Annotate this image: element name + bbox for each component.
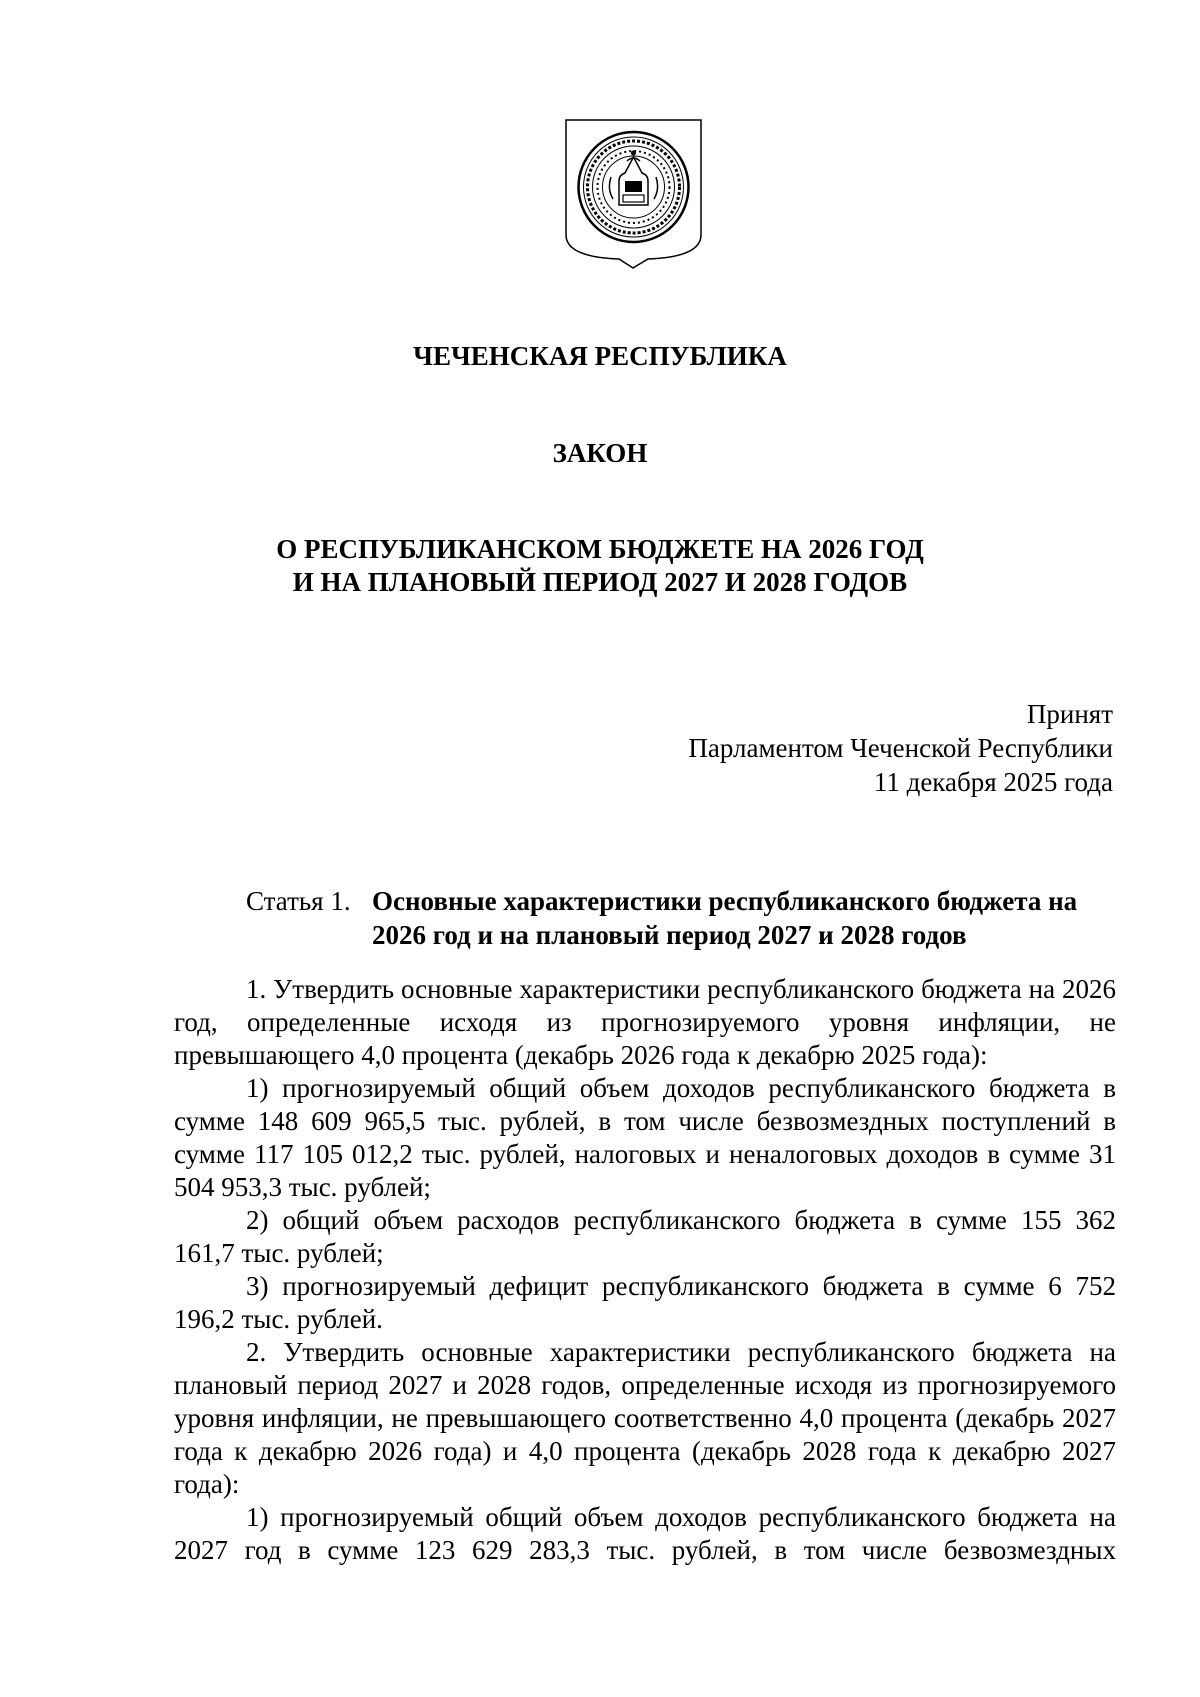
paragraph: 3) прогнозируемый дефицит республиканского бюджета в сумме 6 752 196,2 тыс. рублей.: [174, 1271, 1116, 1334]
paragraph: 1. Утвердить основные характеристики республиканского бюджета на 2026 год, определенные исходя из прогнозируемого уровня инфляции, не превышающего 4,0 процента (декабрь 2026 года к декабрю 2025 года):: [174, 974, 1116, 1070]
paragraph: 1) прогнозируемый общий объем доходов республиканского бюджета в сумме 148 609 965,5 тыс. рублей, в том числе безвозмездных поступлений в сумме 117 105 012,2 тыс. рублей, налоговых и неналоговых доходов в сумме 31 504 953,3 тыс. рублей;: [174, 1073, 1116, 1202]
law-title-line-2: И НА ПЛАНОВЫЙ ПЕРИОД 2027 И 2028 ГОДОВ: [292, 567, 908, 597]
paragraph: 2) общий объем расходов республиканского бюджета в сумме 155 362 161,7 тыс. рублей;: [174, 1205, 1116, 1268]
article-body: [174, 973, 1116, 1567]
adopted-line-1: Принят: [1026, 699, 1113, 729]
republic-heading: ЧЕЧЕНСКАЯ РЕСПУБЛИКА: [413, 341, 787, 371]
paragraph: 1) прогнозируемый общий объем доходов республиканского бюджета на 2027 год в сумме 123 629 283,3 тыс. рублей, в том числе безвозмездных: [174, 1502, 1116, 1565]
law-title: [0, 533, 1200, 599]
adopted-line-2: Парламентом Чеченской Республики: [688, 733, 1113, 763]
article-heading: [246, 884, 1116, 952]
law-title-line-1: О РЕСПУБЛИКАНСКОМ БЮДЖЕТЕ НА 2026 ГОД: [276, 534, 924, 564]
article-title: Основные характеристики республиканского бюджета на 2026 год и на плановый период 2027 и 2028 годов: [372, 886, 1078, 950]
paragraph: 2. Утвердить основные характеристики республиканского бюджета на плановый период 2027 и 2028 годов, определенные исходя из прогнозируемого уровня инфляции, не превышающего соответственно 4,0 процента (декабрь 2027 года к декабрю 2026 года) и 4,0 процента (декабрь 2028 года к декабрю 2027 года):: [174, 1337, 1116, 1499]
adopted-line-3: 11 декабря 2025 года: [873, 767, 1113, 797]
document-type: ЗАКОН: [552, 438, 648, 468]
article-label: Статья 1.: [246, 886, 351, 916]
coat-of-arms-icon: [563, 117, 704, 270]
adoption-block: [688, 697, 1113, 799]
